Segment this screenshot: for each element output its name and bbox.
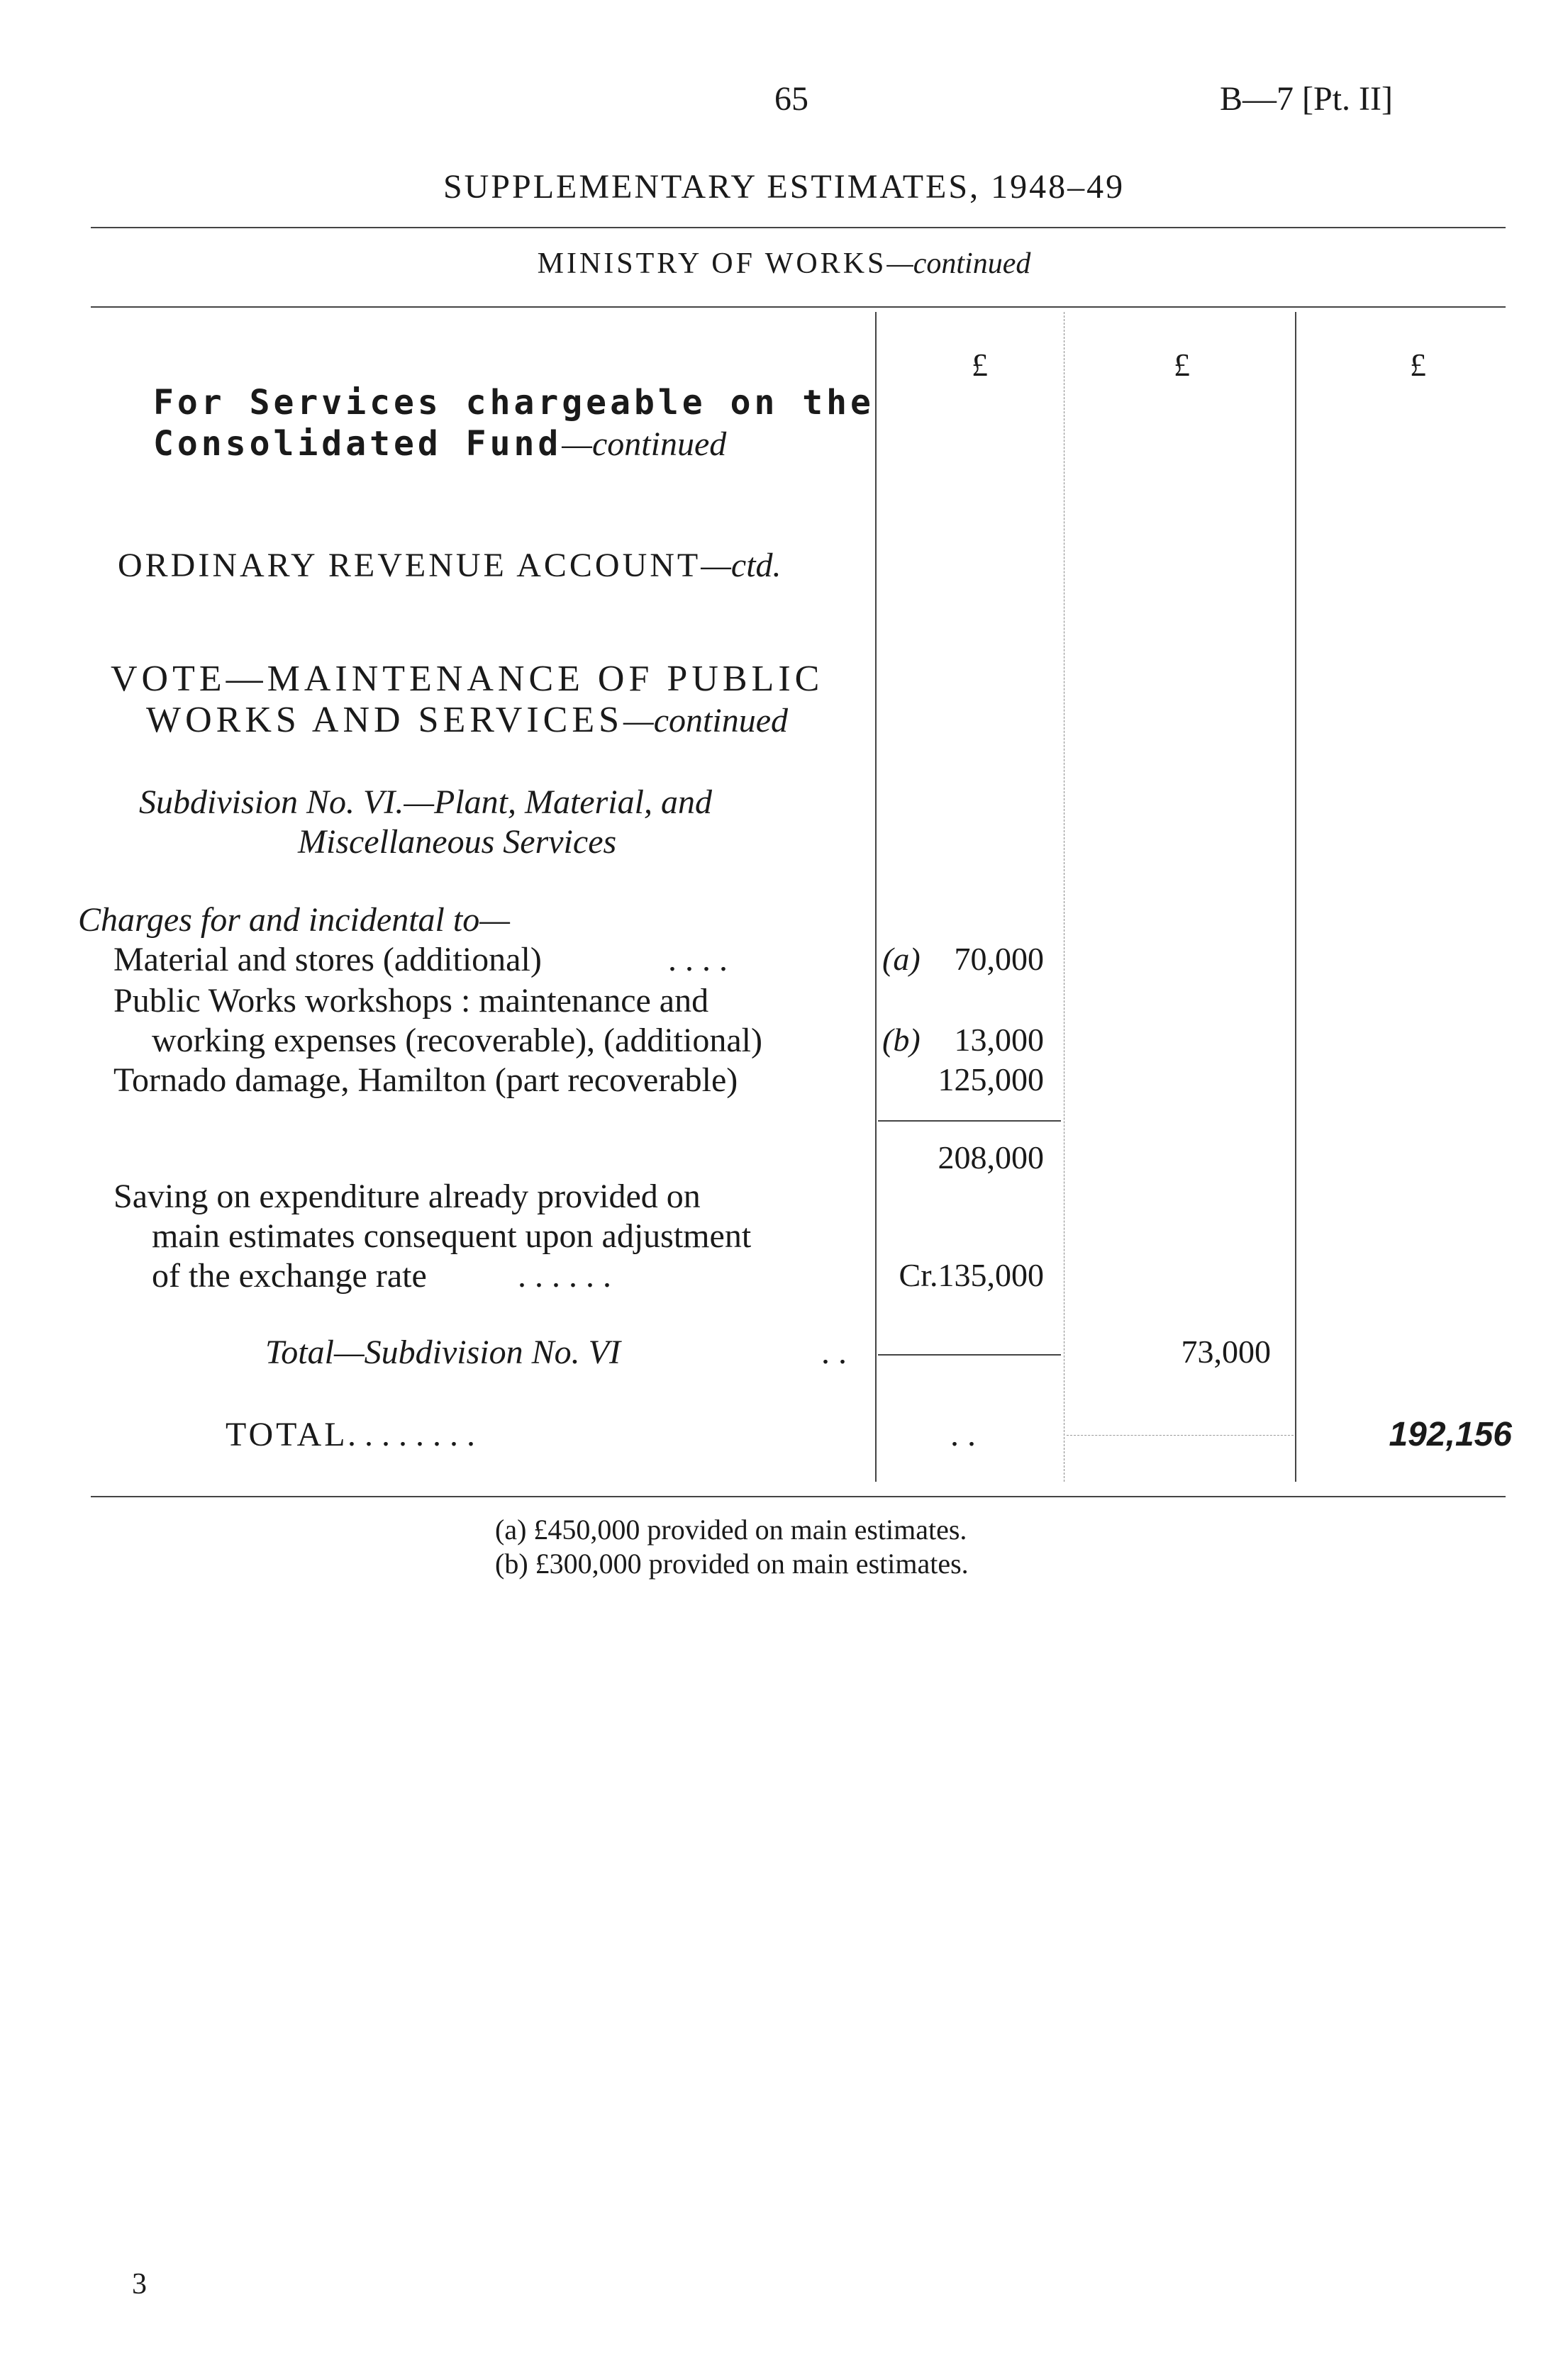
- page-number: 65: [774, 80, 808, 118]
- charge-material-stores: Material and stores (additional): [113, 941, 542, 978]
- vote-heading-continued: —continued: [623, 702, 788, 739]
- footnote-a: (a) £450,000 provided on main estimates.: [495, 1514, 967, 1546]
- charge-material-leader: . . . .: [668, 941, 728, 978]
- saving-line-2: main estimates consequent upon adjustment: [152, 1217, 752, 1255]
- ministry-continued: —continued: [886, 247, 1031, 280]
- grand-total-amount: 192,156: [1389, 1416, 1512, 1453]
- services-heading-line-2: [153, 424, 726, 464]
- column-2-currency: £: [1174, 347, 1190, 383]
- saving-amount: Cr.135,000: [899, 1257, 1044, 1293]
- charge-tornado-amount: 125,000: [938, 1061, 1044, 1097]
- account-continued: —ctd.: [701, 547, 782, 584]
- charge-workshops-amount: 13,000: [954, 1022, 1044, 1058]
- subdivision-total-amount: 73,000: [1181, 1334, 1271, 1370]
- table-bottom-rule: [91, 1496, 1506, 1497]
- grand-total-label: TOTAL: [226, 1416, 348, 1453]
- document-title: SUPPLEMENTARY ESTIMATES, 1948–49: [443, 168, 1125, 206]
- vote-heading-line-1: VOTE—MAINTENANCE OF PUBLIC: [111, 659, 824, 699]
- charge-material-note: (a): [882, 941, 921, 977]
- account-name: ORDINARY REVENUE ACCOUNT: [118, 547, 701, 584]
- vote-heading-works: WORKS AND SERVICES: [146, 700, 624, 740]
- sheet-number: 3: [132, 2268, 147, 2301]
- grand-total-leader: . . . . . . . .: [347, 1416, 475, 1453]
- charge-tornado-damage: Tornado damage, Hamilton (part recoverable): [113, 1061, 738, 1099]
- column-divider-3: [1295, 312, 1296, 1482]
- subdivision-total-label: Total—Subdivision No. VI: [265, 1334, 621, 1371]
- column-1-currency: £: [972, 347, 988, 383]
- charges-subtotal: 208,000: [938, 1139, 1044, 1175]
- charge-workshops-note: (b): [882, 1022, 921, 1058]
- charge-workshops-line-1: Public Works workshops : maintenance and: [113, 982, 709, 1019]
- grand-total-column-2-rule: [1067, 1435, 1294, 1436]
- grand-total-column-leader: . .: [950, 1416, 976, 1453]
- title-rule: [91, 227, 1506, 228]
- footnote-b: (b) £300,000 provided on main estimates.: [495, 1548, 969, 1580]
- charges-heading: Charges for and incidental to—: [78, 901, 510, 939]
- subdivision-total-leader: . .: [821, 1334, 847, 1371]
- account-heading: [118, 546, 782, 585]
- services-heading-line-1: For Services chargeable on the: [153, 383, 874, 423]
- column-3-currency: £: [1410, 347, 1426, 383]
- services-heading-continued: —continued: [562, 425, 727, 463]
- page-reference: B—7 [Pt. II]: [1220, 80, 1393, 118]
- subtotal-rule: [878, 1120, 1061, 1122]
- saving-line-3: of the exchange rate: [152, 1257, 427, 1295]
- subdivision-heading-line-2: Miscellaneous Services: [298, 823, 617, 861]
- vote-heading-line-2: [146, 699, 788, 741]
- subdivision-heading-line-1: Subdivision No. VI.—Plant, Material, and: [139, 783, 712, 821]
- column-divider-1: [875, 312, 877, 1482]
- ministry-name: MINISTRY OF WORKS: [537, 247, 887, 280]
- ministry-subtitle: [0, 247, 1568, 281]
- saving-leader: . . . . . .: [518, 1257, 611, 1295]
- subdivision-total-rule: [878, 1354, 1061, 1356]
- charge-material-amount: 70,000: [954, 941, 1044, 977]
- services-heading-fund: Consolidated Fund: [153, 424, 562, 464]
- subtitle-rule: [91, 306, 1506, 308]
- saving-line-1: Saving on expenditure already provided on: [113, 1178, 701, 1215]
- charge-workshops-line-2: working expenses (recoverable), (additional): [152, 1022, 762, 1059]
